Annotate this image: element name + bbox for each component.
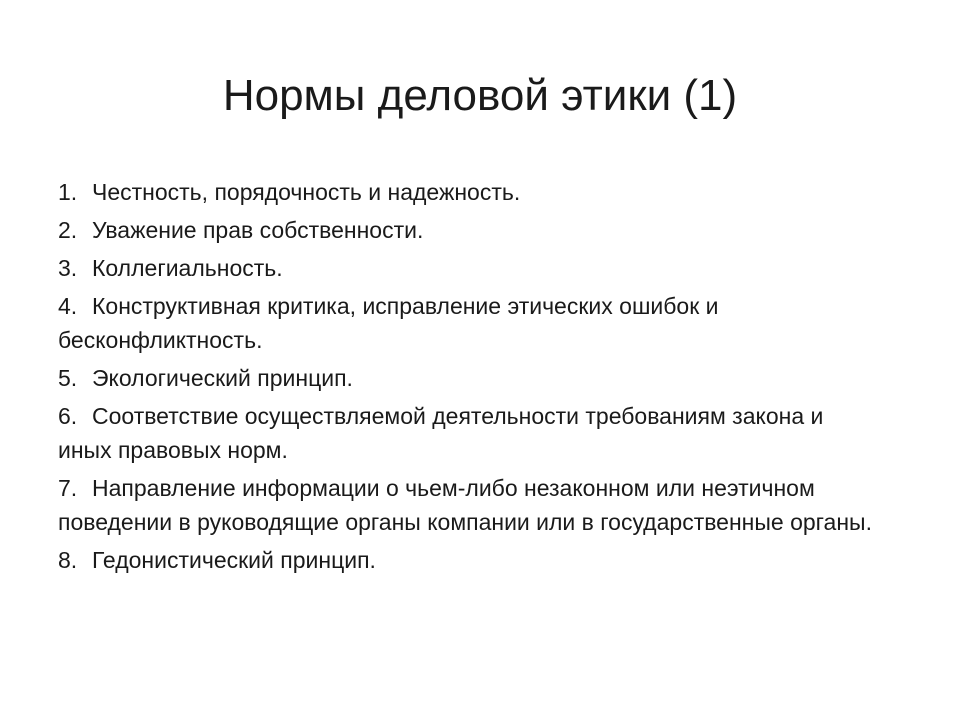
list-item [58,399,878,467]
item-text: Честность, порядочность и надежность. [92,179,521,205]
list-item [58,543,878,577]
item-number: 6. [58,403,78,429]
item-number: 1. [58,179,78,205]
list-item [58,251,878,285]
list-item [58,213,878,247]
item-number: 8. [58,547,78,573]
item-text: Гедонистический принцип. [92,547,376,573]
list-item [58,471,878,539]
list-item [58,361,878,395]
item-text: Коллегиальность. [92,255,283,281]
item-number: 4. [58,293,78,319]
item-text: Уважение прав собственности. [92,217,424,243]
item-text: Соответствие осуществляемой деятельности требованиям закона и иных правовых норм. [58,403,824,463]
item-number: 7. [58,475,78,501]
norms-list [58,175,878,581]
slide-title: Нормы деловой этики (1) [222,71,738,120]
item-text: Конструктивная критика, исправление этических ошибок и бесконфликтность. [58,293,719,353]
item-text: Направление информации о чьем-либо незаконном или неэтичном поведении в руководящие органы компании или в государственные органы. [58,475,872,535]
list-item [58,175,878,209]
item-number: 2. [58,217,78,243]
list-item [58,289,878,357]
item-number: 5. [58,365,78,391]
item-text: Экологический принцип. [92,365,353,391]
item-number: 3. [58,255,78,281]
